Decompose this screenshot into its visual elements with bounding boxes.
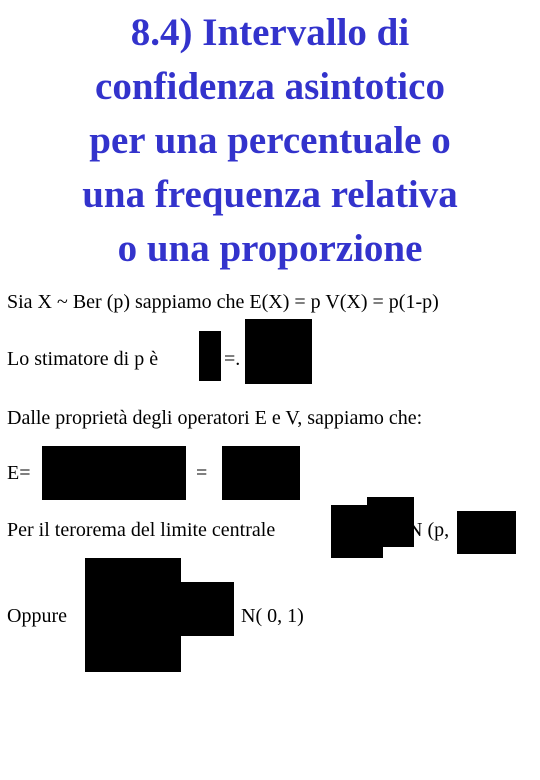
estimator-label: Lo stimatore di p è [7,348,159,370]
redacted-formula-7 [457,511,516,554]
title-line-5: o una proporzione [117,227,423,270]
redacted-formula-2 [245,319,312,384]
clt-statement: Per il terorema del limite centrale [7,519,276,541]
redacted-formula-8 [85,558,181,672]
redacted-formula-3 [42,446,186,500]
normal-distribution-label: N (p, [408,519,450,541]
title-line-3: per una percentuale o [89,119,451,162]
estimator-equals: =. [224,348,241,370]
alternative-label: Oppure [7,605,67,627]
bernoulli-statement: Sia X ~ Ber (p) sappiamo che E(X) = p V(X) = p(1-p) [7,291,439,313]
redacted-formula-6 [367,497,414,547]
operators-statement: Dalle proprietà degli operatori E e V, sappiamo che: [7,407,423,429]
expectation-label: E= [7,462,31,484]
redacted-formula-4 [222,446,300,500]
standard-normal-label: N( 0, 1) [241,605,304,627]
redacted-formula-1 [199,331,221,381]
title-line-1: 8.4) Intervallo di [130,11,410,54]
title-line-2: confidenza asintotico [95,65,445,108]
title-line-4: una frequenza relativa [82,173,458,216]
expectation-equals: = [196,462,208,484]
slide-title [0,6,540,276]
redacted-formula-9 [181,582,234,636]
